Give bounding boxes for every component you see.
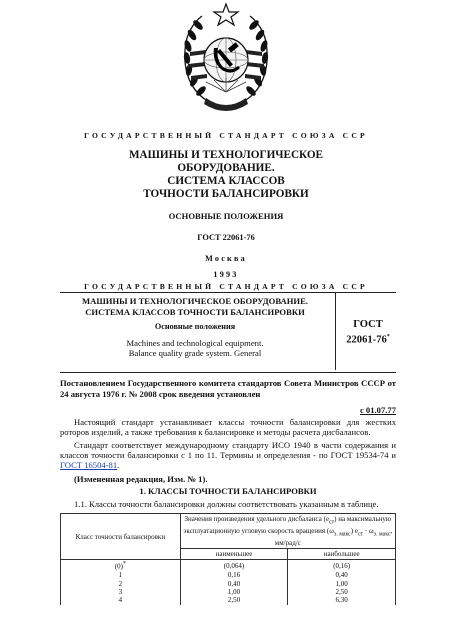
divider-bottom [60,372,396,373]
emblem-graphic [176,2,276,118]
header-divider [335,292,336,370]
state-standard-header-repeat: ГОСУДАРСТВЕННЫЙ СТАНДАРТ СОЮЗА ССР [84,282,368,291]
balance-grade-table [60,513,396,605]
gost-code: ГОСТ 22061-76 [197,233,255,242]
paragraph-text: . [117,460,120,471]
section-heading: 1. КЛАССЫ ТОЧНОСТИ БАЛАНСИРОВКИ [139,486,317,496]
paragraph-text: (Измененная редакция, Изм. № 1). [74,474,208,484]
col-header-grade: Класс точности балансировки [61,514,181,560]
gost-label: ГОСТ [353,319,383,330]
divider-top [60,292,396,293]
effective-date: с 01.07.77 [359,405,396,415]
title-en-line: Balance quality grade system. General [128,348,262,358]
title-line: ОБОРУДОВАНИЕ. [177,162,275,174]
paragraph-clause [60,499,396,509]
title-line: ТОЧНОСТИ БАЛАНСИРОВКИ [143,188,309,200]
title-ru-subtitle: Основные положения [154,322,236,331]
document-title [0,149,452,201]
decree-text: Постановлением Государственного комитета стандартов Совета Министров СССР от 24 августа 1976 г. № 2008 срок введения установлен [60,378,396,399]
standard-title-block [60,296,330,359]
title-ru-line: СИСТЕМА КЛАССОВ ТОЧНОСТИ БАЛАНСИРОВКИ [85,306,305,317]
gost-designation [340,318,396,347]
amendment-note [60,474,396,484]
gost-number: 22061-76 [346,334,387,346]
paragraph-text: Настоящий стандарт устанавливает классы точности балансировки для жестких роторов изделий, а также требования к балансировке и методы расчета дисбалансов. [60,417,396,438]
document-subtitle: ОСНОВНЫЕ ПОЛОЖЕНИЯ [168,211,284,221]
title-en-line: Machines and technological equipment. [126,337,264,348]
table-row: (0)* (0,064) (0,16) [61,560,396,571]
gost-footnote-mark: * [386,334,390,340]
gost-16504-link[interactable]: ГОСТ 16504-81 [60,460,118,471]
publication-year: 1993 [213,270,239,279]
col-header-values: Значения произведения удельного дисбаланса $(e_{ст})$ на максимальную эксплуатационную угловую скорость вращения $(\omega_{э. макс}) e_{ст} \cdot \omega_{э. макс}$, мм/рад/с [180,514,395,549]
state-standard-header: ГОСУДАРСТВЕННЫЙ СТАНДАРТ СОЮЗА ССР [84,131,368,140]
paragraph-text: Стандарт соответствует международному стандарту ИСО 1940 в части содержания и классов точности балансировки с 1 по 11. Термины и определения - по ГОСТ 19534-74 и [60,440,396,461]
table-row: 2 0,40 1,00 [61,580,396,588]
title-ru-line: МАШИНЫ И ТЕХНОЛОГИЧЕСКОЕ ОБОРУДОВАНИЕ. [82,296,308,306]
table-row: 3 1,00 2,50 [61,588,396,596]
state-emblem [176,2,276,118]
paragraph-text: 1.1. Классы точности балансировки должны соответствовать указанным в таблице. [74,499,379,509]
title-line: СИСТЕМА КЛАССОВ [167,175,285,187]
paragraph-scope [60,417,396,437]
publication-city: Москва [205,254,247,263]
table-row: 1 0,16 0,40 [61,571,396,579]
paragraph-conformity [60,440,396,471]
col-header-min: наименьшее [180,549,288,560]
title-line: МАШИНЫ И ТЕХНОЛОГИЧЕСКОЕ [128,149,324,161]
col-header-max: наибольшее [288,549,396,560]
table-row: 4 2,50 6,30 [61,596,396,604]
